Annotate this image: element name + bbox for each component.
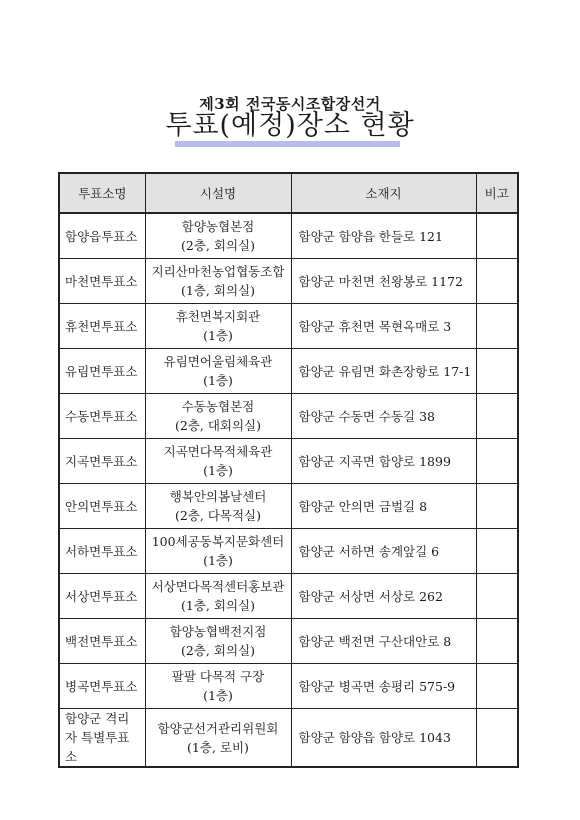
table-row: [59, 619, 518, 664]
address-cell: 함양군 서상면 서상로 262: [291, 574, 476, 619]
table-row: [59, 484, 518, 529]
polling-place-name: 유림면투표소: [59, 349, 145, 394]
polling-place-name: 지곡면투표소: [59, 439, 145, 484]
table-row: [59, 259, 518, 304]
table-row: [59, 664, 518, 709]
note-cell: [476, 619, 518, 664]
facility-cell: [145, 213, 291, 259]
polling-place-name: 함양읍투표소: [59, 213, 145, 259]
table-row: [59, 439, 518, 484]
note-cell: [476, 259, 518, 304]
facility-cell: [145, 394, 291, 439]
note-cell: [476, 709, 518, 768]
facility-name: 팔팔 다목적 구장: [171, 669, 265, 684]
polling-place-name: 서하면투표소: [59, 529, 145, 574]
table-body: [59, 213, 518, 767]
facility-name: 수동농협본점: [181, 399, 255, 414]
facility-detail: (2층, 다목적실): [174, 508, 262, 523]
table-row: [59, 304, 518, 349]
table-header-row: [59, 173, 518, 213]
facility-detail: (1층, 로비): [187, 739, 249, 755]
table-row: [59, 529, 518, 574]
column-header-name: 투표소명: [59, 173, 145, 213]
facility-cell: [145, 484, 291, 529]
note-cell: [476, 349, 518, 394]
note-cell: [476, 304, 518, 349]
facility-name: 100세공동복지문화센터: [151, 534, 285, 549]
address-cell: 함양군 수동면 수동길 38: [291, 394, 476, 439]
page-title: 투표(예정)장소 현황: [165, 110, 415, 141]
polling-place-name: 휴천면투표소: [59, 304, 145, 349]
address-cell: 함양군 휴천면 목현옥매로 3: [291, 304, 476, 349]
polling-place-name: 서상면투표소: [59, 574, 145, 619]
column-header-facility: 시설명: [145, 173, 291, 213]
note-cell: [476, 529, 518, 574]
note-cell: [476, 213, 518, 259]
address-cell: 함양군 함양읍 한들로 121: [291, 213, 476, 259]
facility-cell: [145, 349, 291, 394]
polling-place-name: 수동면투표소: [59, 394, 145, 439]
address-cell: 함양군 지곡면 함양로 1899: [291, 439, 476, 484]
address-cell: 함양군 병곡면 송평리 575-9: [291, 664, 476, 709]
address-cell: 함양군 백전면 구산대안로 8: [291, 619, 476, 664]
facility-name: 휴천면복지회관: [175, 309, 261, 324]
facility-name: 유림면어울림체육관: [163, 354, 273, 369]
facility-cell: [145, 529, 291, 574]
polling-place-name: 병곡면투표소: [59, 664, 145, 709]
facility-name: 함양농협백전지점: [169, 624, 267, 639]
facility-detail: (2층, 회의실): [181, 643, 255, 658]
facility-cell: [145, 259, 291, 304]
facility-cell: [145, 574, 291, 619]
facility-name: 지곡면다목적체육관: [163, 444, 273, 459]
note-cell: [476, 484, 518, 529]
facility-name: 함양농협본점: [181, 219, 255, 234]
address-cell: 함양군 서하면 송계앞길 6: [291, 529, 476, 574]
facility-detail: (1층): [203, 553, 233, 568]
title-underline: [175, 141, 400, 147]
table-row: [59, 709, 518, 768]
polling-place-name: 함양군 격리자 특별투표소: [59, 709, 145, 768]
facility-cell: [145, 709, 291, 768]
polling-place-name: 백전면투표소: [59, 619, 145, 664]
polling-places-table: [58, 172, 519, 768]
facility-detail: (1층): [203, 328, 233, 343]
facility-name: 함양군선거관리위원회: [157, 720, 279, 736]
facility-detail: (2층, 대회의실): [174, 418, 262, 433]
polling-place-name: 안의면투표소: [59, 484, 145, 529]
facility-detail: (1층, 회의실): [181, 598, 255, 613]
facility-name: 행복안의봄날센터: [169, 489, 267, 504]
table-row: [59, 394, 518, 439]
table-row: [59, 574, 518, 619]
facility-cell: [145, 664, 291, 709]
address-cell: 함양군 함양읍 함양로 1043: [291, 709, 476, 768]
facility-detail: (1층): [203, 688, 233, 703]
facility-cell: [145, 439, 291, 484]
facility-detail: (1층, 회의실): [181, 283, 255, 298]
facility-cell: [145, 619, 291, 664]
facility-detail: (1층): [203, 463, 233, 478]
election-subtitle: 제3회 전국동시조합장선거: [199, 95, 381, 113]
facility-detail: (2층, 회의실): [181, 238, 255, 253]
address-cell: 함양군 안의면 금벌길 8: [291, 484, 476, 529]
facility-cell: [145, 304, 291, 349]
address-cell: 함양군 마천면 천왕봉로 1172: [291, 259, 476, 304]
column-header-address: 소재지: [291, 173, 476, 213]
table-row: [59, 349, 518, 394]
facility-name: 서상면다목적센터홍보관: [151, 579, 285, 594]
facility-detail: (1층): [203, 373, 233, 388]
note-cell: [476, 574, 518, 619]
address-cell: 함양군 유림면 화촌장항로 17-1: [291, 349, 476, 394]
note-cell: [476, 439, 518, 484]
note-cell: [476, 394, 518, 439]
column-header-note: 비고: [476, 173, 518, 213]
polling-place-name: 마천면투표소: [59, 259, 145, 304]
note-cell: [476, 664, 518, 709]
facility-name: 지리산마천농업협동조합: [151, 264, 285, 279]
table-row: [59, 213, 518, 259]
